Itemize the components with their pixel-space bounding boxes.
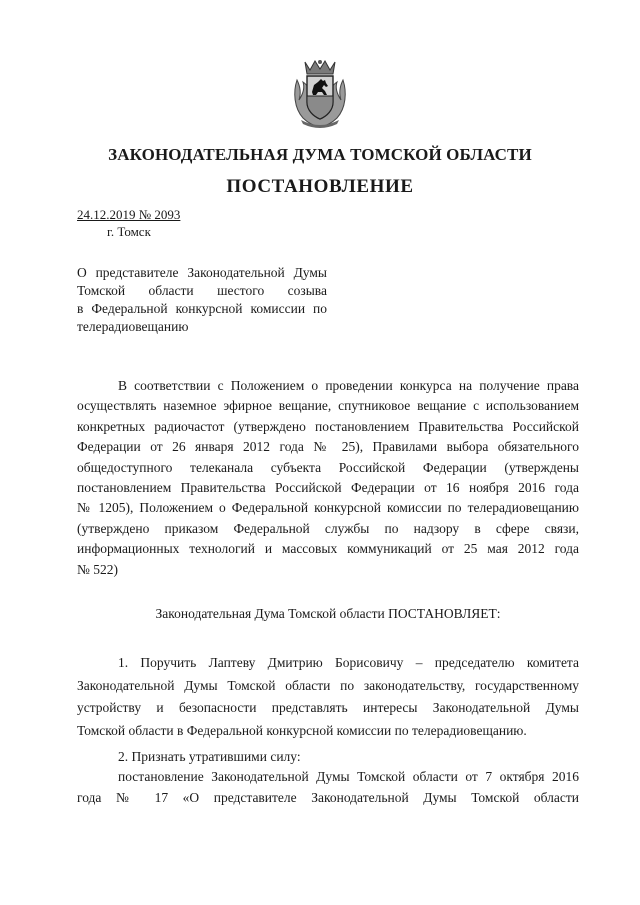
subject-line: телерадиовещанию — [77, 319, 189, 334]
preamble-line: осуществлять наземное эфирное вещание, спутниковое вещание с использованием — [77, 398, 579, 414]
preamble-line: Федерации от 26 января 2012 года № 25), Правилами выбора обязательного — [77, 439, 579, 455]
preamble-line: № 1205), Положением о Федеральной конкурсной комиссии по телерадиовещанию — [77, 500, 579, 516]
preamble-line: общедоступного телеканала субъекта Российской Федерации (утверждены — [77, 459, 579, 475]
item-1-line: Томской области в Федеральной конкурсной комиссии по телерадиовещанию. — [77, 722, 527, 738]
item-1-line: устройству и безопасности представлять интересы Законодательной Думы — [77, 700, 579, 715]
document-subject — [77, 264, 327, 336]
tomsk-oblast-coat-of-arms-icon — [291, 58, 349, 128]
preamble-line: № 522) — [77, 561, 119, 577]
preamble-line: информационных технологий и массовых коммуникаций от 25 мая 2012 года — [77, 541, 579, 557]
item-1-line: 1. Поручить Лаптеву Дмитрию Борисовичу – председателю комитета — [118, 655, 579, 670]
item-2-paragraph — [77, 747, 579, 808]
preamble-line: (утверждено приказом Федеральной службы по надзору в сфере связи, — [77, 520, 579, 536]
subject-line: О представителе Законодательной Думы — [77, 265, 327, 280]
document-date-number: 24.12.2019 № 2093 — [77, 207, 181, 222]
preamble-paragraph — [77, 376, 579, 580]
item-2-line: постановление Законодательной Думы Томской области от 7 октября 2016 — [118, 769, 579, 785]
subject-line: Томской области шестого созыва — [77, 283, 327, 298]
document-city: г. Томск — [107, 224, 151, 239]
preamble-line: конкретных радиочастот (утверждено постановлением Правительства Российской — [77, 418, 579, 434]
subject-line: в Федеральной конкурсной комиссии по — [77, 301, 327, 316]
preamble-line: В соответствии с Положением о проведении конкурса на получение права — [118, 378, 579, 393]
document-type-title: ПОСТАНОВЛЕНИЕ — [226, 176, 414, 197]
resolution-statement: Законодательная Дума Томской области ПОСТАНОВЛЯЕТ: — [155, 606, 501, 621]
item-2-line: года № 17 «О представителе Законодательной Думы Томской области — [77, 789, 579, 805]
item-1-line: Законодательной Думы Томской области по законодательству, государственному — [77, 677, 579, 693]
item-2-line: 2. Признать утратившими силу: — [118, 749, 301, 764]
preamble-line: постановлением Правительства Российской Федерации от 16 ноября 2016 года — [77, 480, 579, 496]
item-1-paragraph — [77, 652, 579, 742]
organization-title: ЗАКОНОДАТЕЛЬНАЯ ДУМА ТОМСКОЙ ОБЛАСТИ — [108, 145, 532, 164]
